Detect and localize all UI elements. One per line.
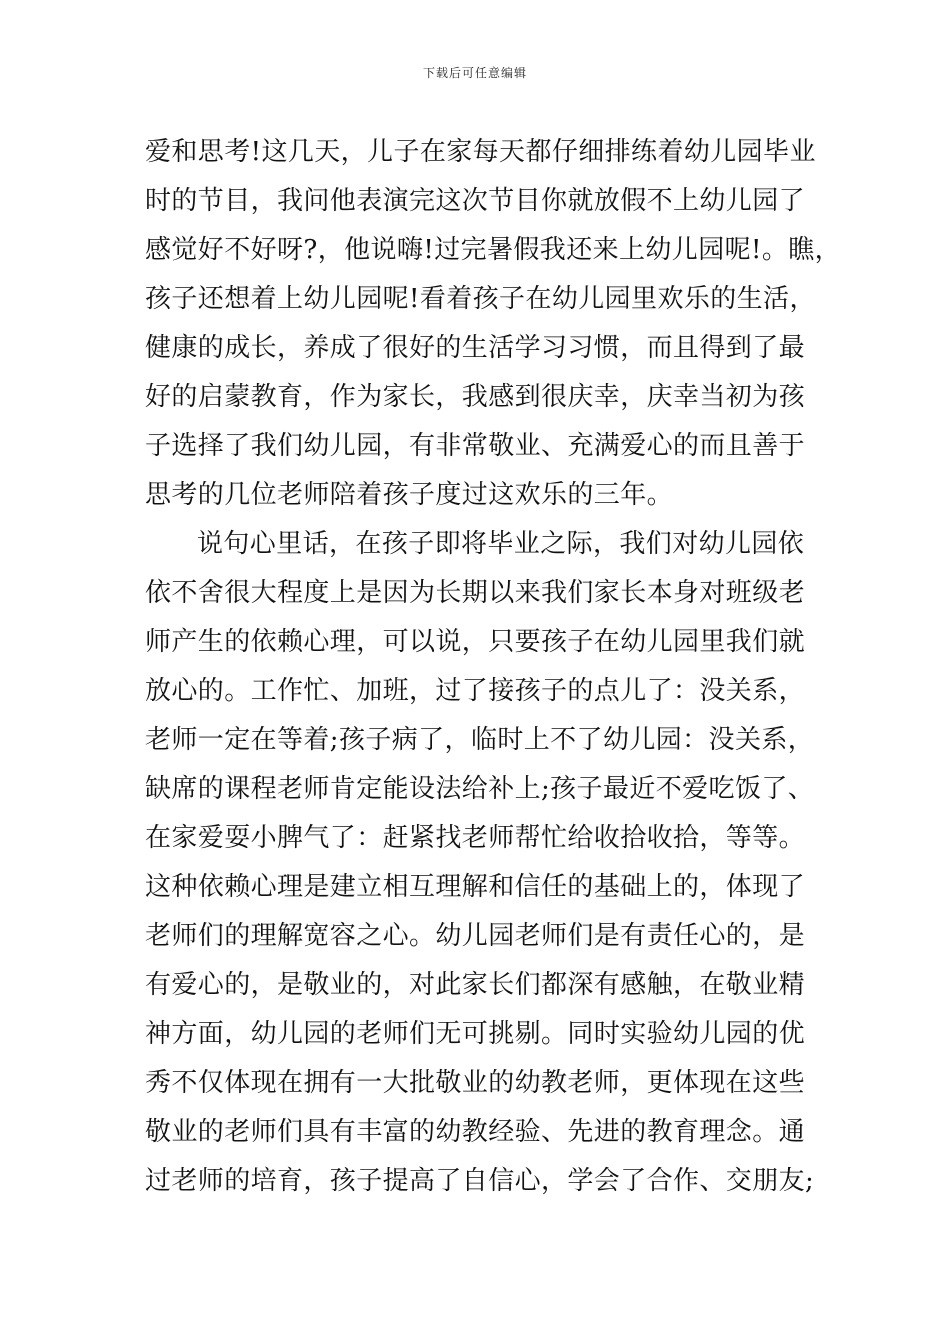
text-line: 感觉好不好呀?，他说嗨!过完暑假我还来上幼儿园呢!。瞧， xyxy=(145,235,842,265)
text-line: 老师们的理解宽容之心。幼儿园老师们是有责任心的，是 xyxy=(145,921,806,951)
document-body xyxy=(145,128,842,1206)
text-line: 爱和思考!这几天，儿子在家每天都仔细排练着幼儿园毕业 xyxy=(145,137,816,167)
paragraph-2 xyxy=(145,520,825,1206)
text-line: 有爱心的，是敬业的，对此家长们都深有感触，在敬业精 xyxy=(145,970,806,1000)
text-line: 时的节目，我问他表演完这次节目你就放假不上幼儿园了 xyxy=(145,186,806,216)
text-line: 师产生的依赖心理，可以说，只要孩子在幼儿园里我们就 xyxy=(145,627,806,657)
text-line: 放心的。工作忙、加班，过了接孩子的点儿了：没关系， xyxy=(145,676,806,706)
text-line: 神方面，幼儿园的老师们无可挑剔。同时实验幼儿园的优 xyxy=(145,1019,806,1049)
text-line: 老师一定在等着;孩子病了，临时上不了幼儿园：没关系， xyxy=(145,725,815,755)
paragraph-1 xyxy=(145,128,842,520)
text-line: 依不舍很大程度上是因为长期以来我们家长本身对班级老 xyxy=(145,578,806,608)
text-line: 缺席的课程老师肯定能设法给补上;孩子最近不爱吃饭了、 xyxy=(145,774,815,804)
page-header-note: 下载后可任意编辑 xyxy=(422,66,527,80)
text-line: 这种依赖心理是建立相互理解和信任的基础上的，体现了 xyxy=(145,872,806,902)
text-line: 过老师的培育，孩子提高了自信心，学会了合作、交朋友; xyxy=(145,1166,815,1196)
text-line-indented: 说句心里话，在孩子即将毕业之际，我们对幼儿园依 xyxy=(197,529,805,559)
text-line: 孩子还想着上幼儿园呢!看着孩子在幼儿园里欢乐的生活， xyxy=(145,284,816,314)
text-line: 敬业的老师们具有丰富的幼教经验、先进的教育理念。通 xyxy=(145,1117,806,1147)
text-line: 好的启蒙教育，作为家长，我感到很庆幸，庆幸当初为孩 xyxy=(145,382,806,412)
text-line: 健康的成长，养成了很好的生活学习习惯，而且得到了最 xyxy=(145,333,806,363)
text-line: 思考的几位老师陪着孩子度过这欢乐的三年。 xyxy=(145,480,674,510)
text-line: 在家爱耍小脾气了：赶紧找老师帮忙给收拾收拾，等等。 xyxy=(145,823,806,853)
text-line: 子选择了我们幼儿园，有非常敬业、充满爱心的而且善于 xyxy=(145,431,806,461)
text-line: 秀不仅体现在拥有一大批敬业的幼教老师，更体现在这些 xyxy=(145,1068,806,1098)
